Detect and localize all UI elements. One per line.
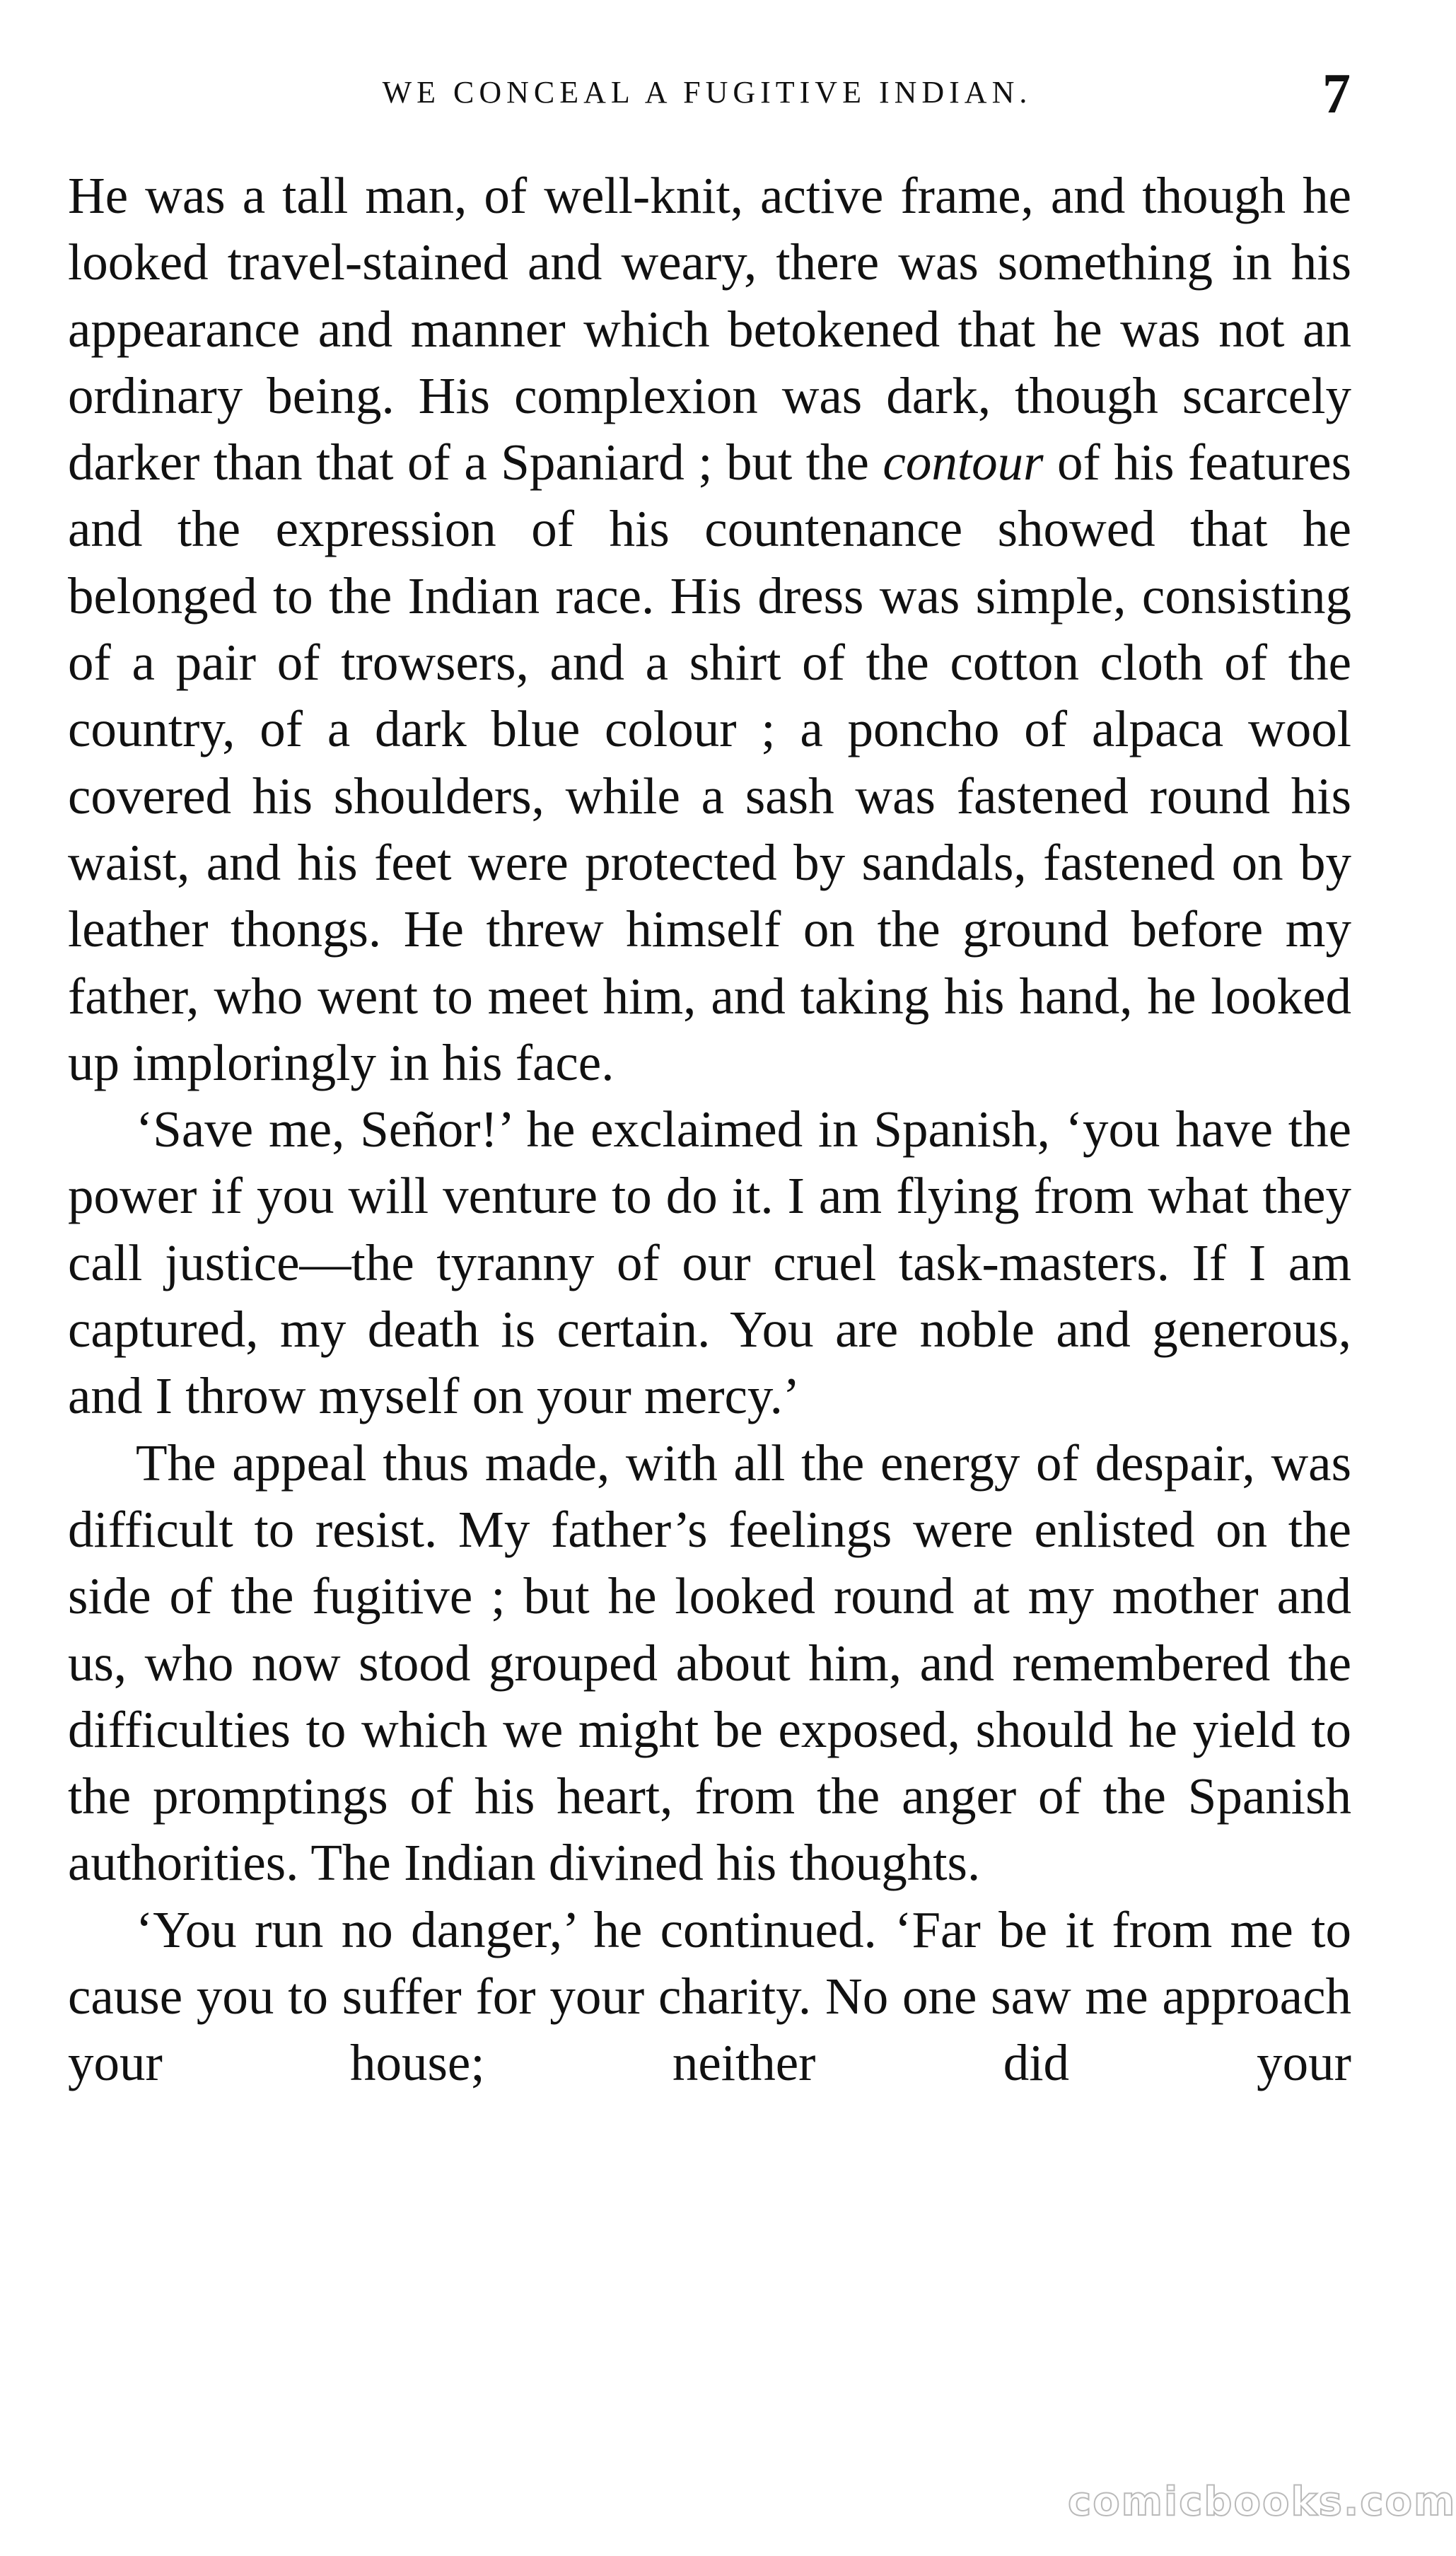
paragraph-2-text: ‘Save me, Señor!’ he exclaimed in Spanish, ‘you have the power if you will venture to do it. I am flying from what they call justice—the tyranny of our cruel task-masters. If I am captured, my death is certain. You are noble and generous, and I throw myself on your mercy.’ <box>68 1100 1351 1425</box>
paragraph-1 <box>68 163 1351 1096</box>
paragraph-1-italic-word: contour <box>883 434 1044 492</box>
paragraph-3-text: The appeal thus made, with all the energy of despair, was difficult to resist. My father’s feelings were enlisted on the side of the fugitive ; but he looked round at my mother and us, who now stood grouped about him, and remembered the difficulties to which we might be exposed, should he yield to the promptings of his heart, from the anger of the Spanish authorities. The Indian divined his thoughts. <box>68 1434 1351 1892</box>
body-text <box>68 163 1351 2097</box>
paragraph-3 <box>68 1430 1351 1897</box>
paragraph-2 <box>68 1096 1351 1429</box>
paragraph-1-text-a: He was a tall man, of well-knit, active frame, and though he looked travel-stained and weary, there was something in his appearance and manner which betokened that he was not an ordinary being. His complexion was dark, though scarcely darker than that of a Spaniard ; but the <box>68 167 1351 492</box>
paragraph-1-text-b: of his features and the expression of his countenance showed that he belonged to the Indian race. His dress was simple, consisting of a pair of trowsers, and a shirt of the cotton cloth of the country, of a dark blue colour ; a poncho of alpaca wool covered his shoulders, while a sash was fastened round his waist, and his feet were protected by sandals, fastened on by leather thongs. He threw himself on the ground before my father, who went to meet him, and taking his hand, he looked up imploringly in his face. <box>68 434 1351 1091</box>
paragraph-4 <box>68 1897 1351 2097</box>
page-number: 7 <box>1322 63 1351 125</box>
watermark: comicbooks.com <box>1068 2479 1456 2525</box>
running-head: WE CONCEAL A FUGITIVE INDIAN. <box>382 75 1032 110</box>
paragraph-4-text: ‘You run no danger,’ he continued. ‘Far be it from me to cause you to suffer for your charity. No one saw me approach your house; neither did your <box>68 1900 1351 2092</box>
